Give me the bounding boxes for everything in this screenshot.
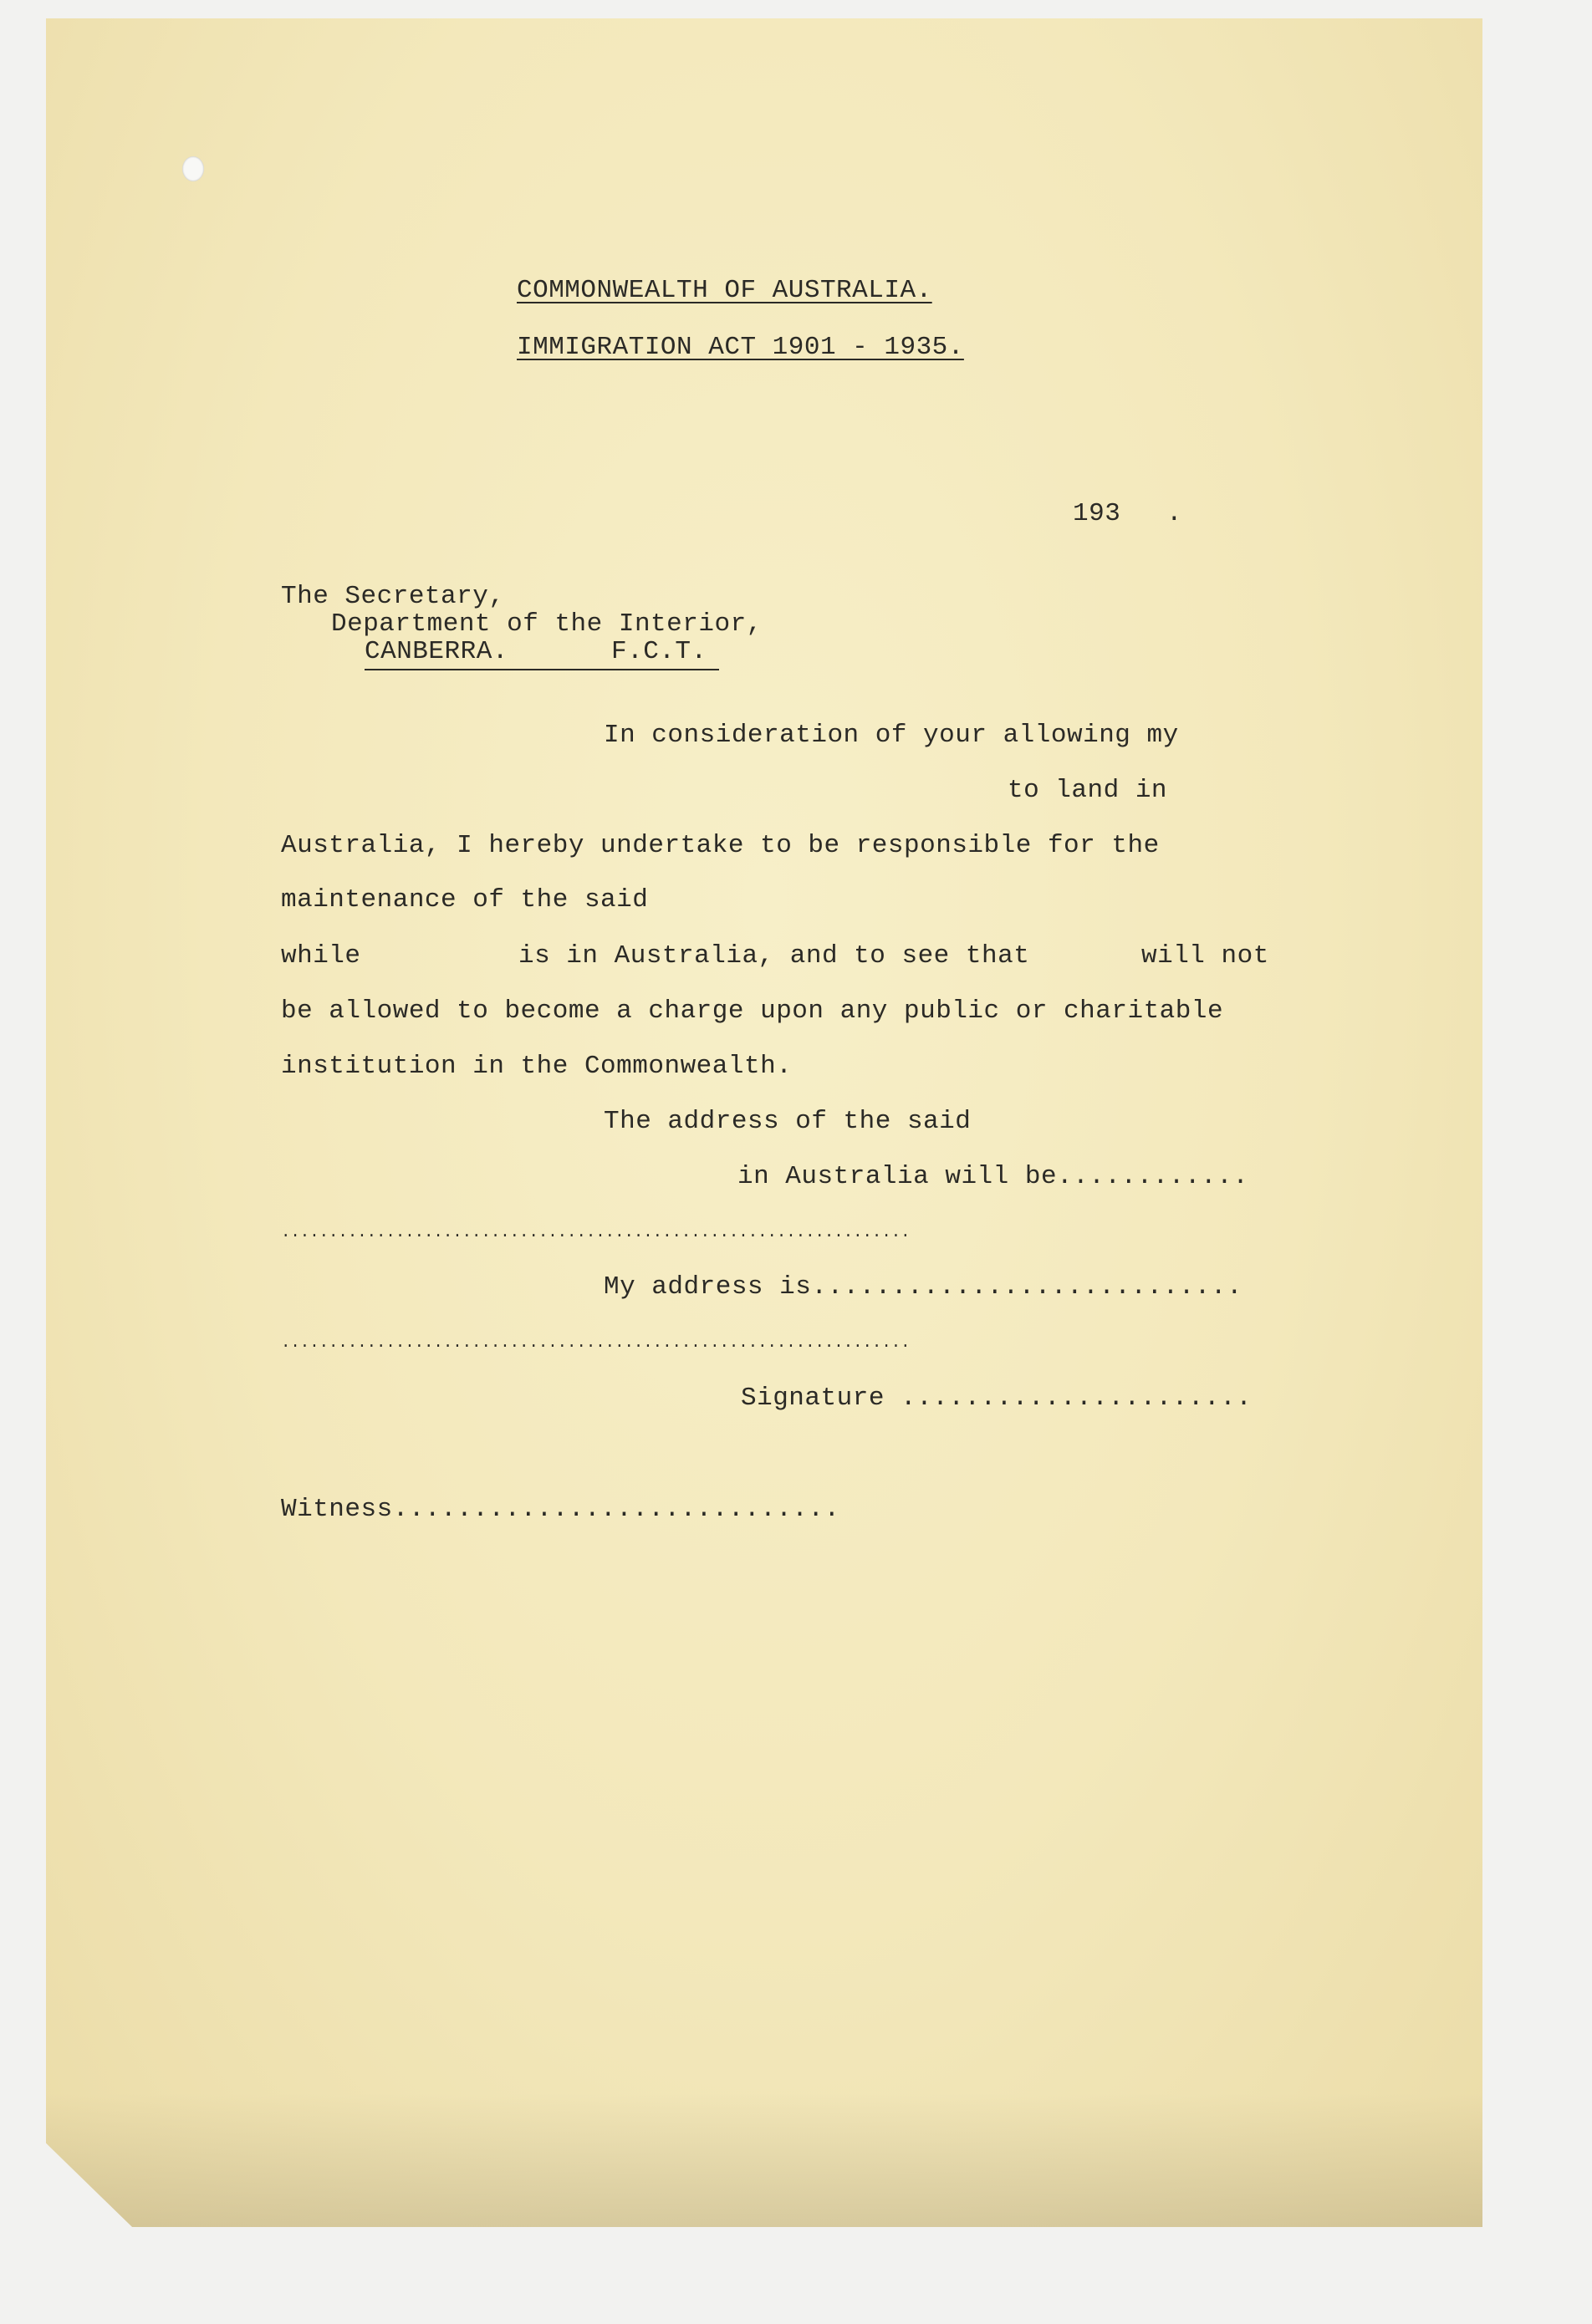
body-line-5c: will not <box>1141 941 1269 971</box>
header-act: IMMIGRATION ACT 1901 - 1935. <box>517 333 964 362</box>
address-said-label: The address of the said <box>604 1107 972 1136</box>
addressee-title: The Secretary, <box>281 582 505 611</box>
body-line-4: maintenance of the said <box>281 885 649 915</box>
address-australia-line: in Australia will be............ <box>737 1162 1249 1191</box>
addressee-department: Department of the Interior, <box>331 609 763 639</box>
addressee-territory: F.C.T. <box>611 637 707 666</box>
punch-hole <box>182 156 204 181</box>
header-title: COMMONWEALTH OF AUSTRALIA. <box>517 276 932 305</box>
signature-line: Signature ...................... <box>741 1384 1253 1413</box>
body-line-6: be allowed to become a charge upon any public or charitable <box>281 996 1224 1026</box>
address-dotted-line-1: .................................................................. <box>281 1223 911 1241</box>
body-line-5a: while <box>281 941 361 971</box>
my-address-line: My address is........................... <box>604 1272 1243 1302</box>
witness-line: Witness............................ <box>281 1495 840 1524</box>
body-line-1: In consideration of your allowing my <box>604 721 1179 750</box>
addressee-city: CANBERRA. <box>365 637 508 666</box>
body-line-2: to land in <box>1008 776 1168 805</box>
body-line-3: Australia, I hereby undertake to be responsible for the <box>281 831 1160 860</box>
body-line-7: institution in the Commonwealth. <box>281 1052 793 1081</box>
date-year: 193 <box>1073 499 1121 528</box>
address-dotted-line-2: .................................................................. <box>281 1333 911 1352</box>
addressee-location <box>365 637 719 670</box>
body-line-5b: is in Australia, and to see that <box>518 941 1030 971</box>
date-period: . <box>1166 499 1183 528</box>
